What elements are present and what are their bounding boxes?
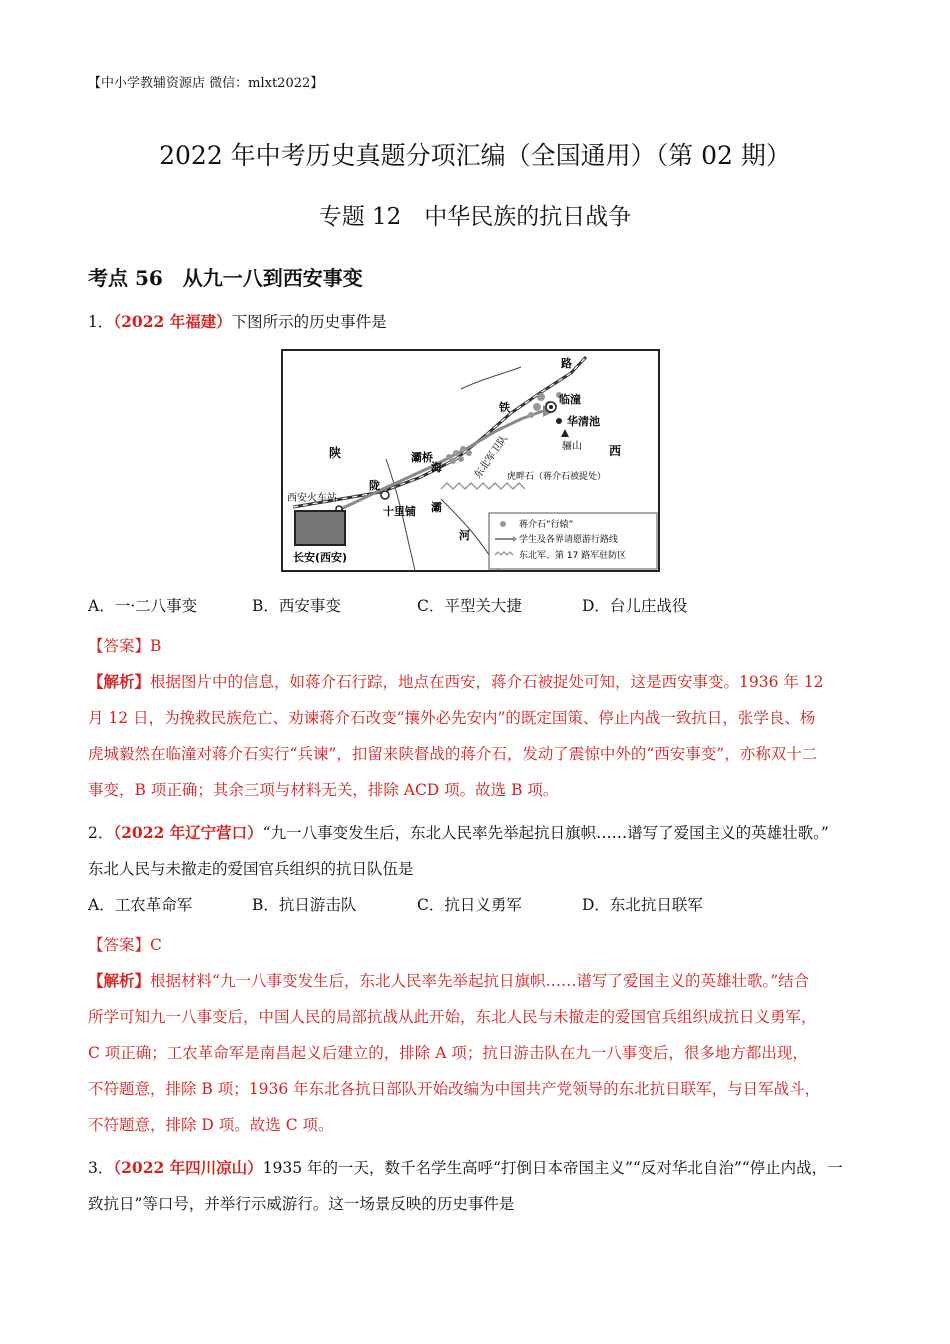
map-label-lintong: 临潼: [559, 393, 581, 406]
option-c: C．平型关大捷: [417, 597, 522, 615]
question-3-stem: [88, 1150, 868, 1222]
analysis-line: 所学可知九一八事变后，中国人民的局部抗战从此开始，东北人民与未撤走的爱国官兵组织成抗日义勇军，: [88, 1008, 817, 1026]
question-text: 下图所示的历史事件是: [231, 313, 387, 331]
analysis-1: [88, 664, 868, 808]
shilipu-marker: [381, 491, 389, 499]
legend-item: 东北军、第 17 路军驻防区: [519, 551, 627, 561]
question-source: （2022 年福建）: [113, 312, 232, 331]
question-2-stem: [88, 815, 868, 887]
analysis-line: 根据图片中的信息，如蒋介石行踪，地点在西安，蒋介石被捉处可知，这是西安事变。1936 年 12: [150, 673, 824, 691]
legend-item: 蒋介石“行辕”: [519, 520, 574, 530]
page-subtitle: 专题 12 中华民族的抗日战争: [318, 204, 632, 230]
map-label-lishan: 骊山: [562, 441, 582, 452]
huaqingchi-marker: [556, 418, 562, 424]
map-label-he: 河: [459, 529, 470, 542]
map-label-xi: 西: [609, 444, 622, 458]
map-label-hai: 海: [431, 461, 442, 474]
option-c: C．抗日义勇军: [417, 896, 522, 914]
map-label-tie: 铁: [499, 401, 510, 414]
historical-map: [281, 349, 661, 573]
question-1-stem: [88, 304, 868, 340]
question-text: 致抗日”等口号，并举行示威游行。这一场景反映的历史事件是: [88, 1195, 515, 1213]
question-text: “九一八事变发生后，东北人民率先举起抗日旗帜……谱写了爱国主义的英雄壮歌。”: [262, 824, 829, 842]
changan-city-block: [295, 511, 345, 545]
analysis-label: 【解析】: [88, 971, 151, 990]
legend-item: 学生及各界请愿游行路线: [519, 535, 619, 545]
option-a: A．一·二八事变: [88, 597, 198, 615]
map-label-huxiangshi: 虎畔石（蒋介石被捉处）: [507, 472, 607, 482]
analysis-line: C 项正确；工农革命军是南昌起义后建立的，排除 A 项；抗日游击队在九一八事变后，很多地方都出现，: [88, 1044, 808, 1062]
map-label-shilipu: 十里铺: [383, 505, 416, 518]
question-number: 2．: [88, 824, 114, 842]
option-b: B．西安事变: [252, 597, 341, 615]
answer-1: 【答案】B: [88, 637, 162, 655]
analysis-line: 根据材料“九一八事变发生后，东北人民率先举起抗日旗帜……谱写了爱国主义的英雄壮歌。”结合: [150, 972, 810, 990]
map-label-shaan: 陕: [329, 446, 342, 460]
map-label-lu: 路: [561, 357, 572, 370]
analysis-line: 事变，B 项正确；其余三项与材料无关，排除 ACD 项。故选 B 项。: [88, 781, 559, 799]
option-a: A．工农革命军: [88, 896, 193, 914]
analysis-line: 不符题意，排除 B 项；1936 年东北各抗日部队开始改编为中国共产党领导的东北抗日联军，与日军战斗，: [88, 1080, 821, 1098]
map-label-xian-station: 西安火车站: [287, 493, 337, 504]
question-number: 1．: [88, 313, 114, 331]
question-number: 3．: [88, 1159, 114, 1177]
analysis-2: [88, 963, 868, 1143]
analysis-line: 虎城毅然在临潼对蒋介石实行“兵谏”，扣留来陕督战的蒋介石，发动了震惊中外的“西安事变”，亦称双十二: [88, 745, 818, 763]
question-text: 东北人民与未撤走的爱国官兵组织的抗日队伍是: [88, 860, 414, 878]
analysis-line: 月 12 日，为挽救民族危亡、劝谏蒋介石改变“攘外必先安内”的既定国策、停止内战一致抗日，张学良、杨: [88, 709, 816, 727]
option-d: D．东北抗日联军: [582, 896, 703, 914]
map-label-dongbeijun: 东北军卫队: [472, 433, 511, 481]
page-title: 2022 年中考历史真题分项汇编（全国通用）（第 02 期）: [159, 141, 791, 170]
map-label-long: 陇: [369, 479, 380, 492]
header-note: 【中小学教辅资源店 微信：mlxt2022】: [88, 76, 324, 91]
answer-2: 【答案】C: [88, 936, 162, 954]
map-legend: [489, 513, 657, 569]
analysis-label: 【解析】: [88, 672, 151, 691]
map-label-huaqingchi: 华清池: [567, 415, 600, 428]
question-source: （2022 年辽宁营口）: [113, 823, 263, 842]
map-label-changan: 长安(西安): [293, 551, 348, 564]
map-label-ba: 灞: [431, 501, 442, 514]
map-label-baqiao: 灞桥: [411, 451, 433, 464]
section-heading: 考点 56 从九一八到西安事变: [88, 266, 363, 290]
analysis-line: 不符题意，排除 D 项。故选 C 项。: [88, 1116, 334, 1134]
option-b: B．抗日游击队: [252, 896, 357, 914]
question-text: 1935 年的一天，数千名学生高呼“打倒日本帝国主义”“反对华北自治”“停止内战，一: [262, 1159, 843, 1177]
question-source: （2022 年四川凉山）: [113, 1158, 263, 1177]
option-d: D．台儿庄战役: [582, 597, 688, 615]
